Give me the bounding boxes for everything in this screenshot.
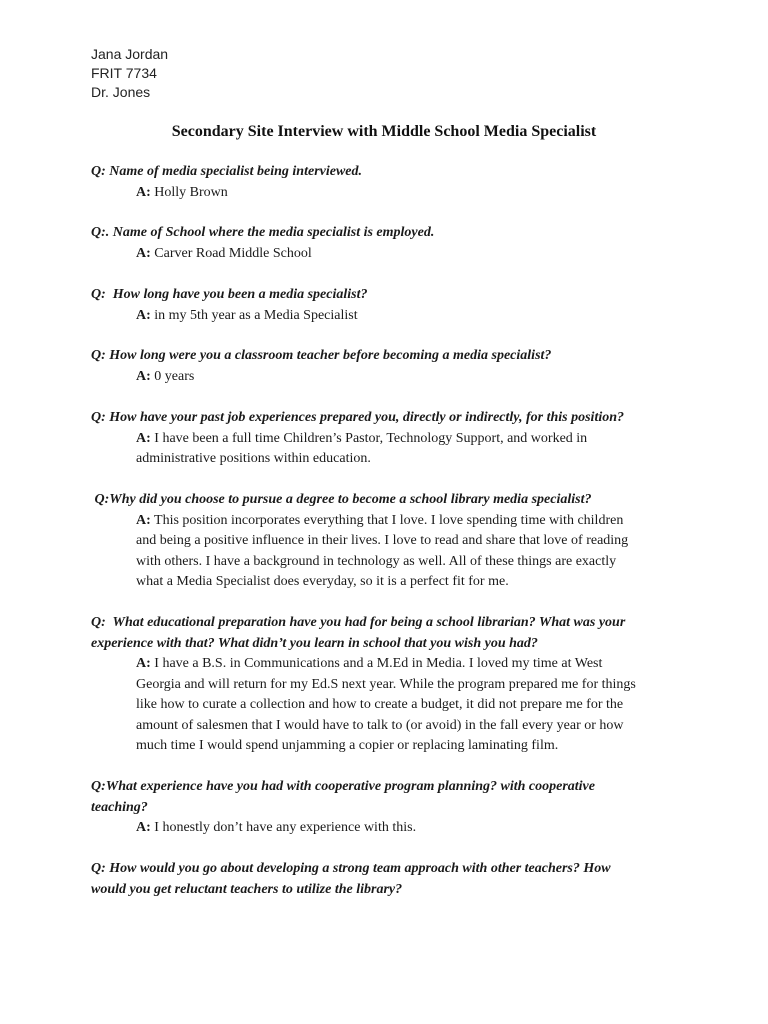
answer-label: A: <box>136 430 151 446</box>
answer-label: A: <box>136 307 151 323</box>
answer <box>91 244 691 265</box>
answer-line: in my 5th year as a Media Specialist <box>154 307 358 323</box>
answer-line: Holly Brown <box>154 184 228 200</box>
answer-label: A: <box>136 820 151 835</box>
question-line: Q: How have your past job experiences prepared you, directly or indirectly, for this position? <box>91 410 625 425</box>
answer-line: what a Media Specialist does everyday, so it is a perfect fit for me. <box>136 574 509 589</box>
question-line: would you get reluctant teachers to utilize the library? <box>91 881 403 897</box>
course-code: FRIT 7734 <box>91 65 157 81</box>
qa-block-6 <box>91 490 691 593</box>
question-line: Q:Why did you choose to pursue a degree to become a school library media specialist? <box>91 492 592 507</box>
answer <box>91 429 691 470</box>
instructor-name: Dr. Jones <box>91 84 151 100</box>
answer-label: A: <box>136 245 151 261</box>
answer-label: A: <box>136 656 151 671</box>
answer <box>91 511 691 593</box>
answer-line: Georgia and will return for my Ed.S next year. While the program prepared me for things <box>136 676 636 692</box>
question-line: teaching? <box>91 799 148 815</box>
answer-line: with others. I have a background in technology as well. All of these things are exactly <box>136 553 617 569</box>
author-name: Jana Jordan <box>91 46 169 62</box>
answer-line: This position incorporates everything that I love. I love spending time with children <box>154 512 624 528</box>
qa-block-8 <box>91 777 691 839</box>
qa-block-4 <box>91 346 691 387</box>
answer-line: much time I would spend unjamming a copier or replacing laminating film. <box>136 738 559 753</box>
answer <box>91 306 691 327</box>
question-line: Q: How long have you been a media specialist? <box>91 287 368 302</box>
question-line: Q: What educational preparation have you had for being a school librarian? What was your <box>91 615 626 630</box>
answer-line: like how to curate a collection and how to create a budget, it did not prepare me for the <box>136 697 624 712</box>
question-line: experience with that? What didn’t you learn in school that you wish you had? <box>91 635 538 651</box>
qa-block-7 <box>91 613 691 757</box>
answer-line: administrative positions within education. <box>136 451 371 466</box>
answer-line: I honestly don’t have any experience with this. <box>154 820 417 835</box>
answer-label: A: <box>136 184 151 200</box>
answer-label: A: <box>136 368 151 384</box>
answer-label: A: <box>136 512 151 528</box>
answer-line: and being a positive influence in their lives. I love to read and share that love of reading <box>136 533 629 548</box>
question-line: Q:What experience have you had with cooperative program planning? with cooperative <box>91 779 595 794</box>
qa-block-9 <box>91 859 691 900</box>
answer <box>91 818 691 839</box>
question-line: Q: How would you go about developing a strong team approach with other teachers? How <box>91 861 611 876</box>
answer-line: I have been a full time Children’s Pastor, Technology Support, and worked in <box>154 430 588 446</box>
answer-line: 0 years <box>154 368 195 384</box>
document-title: Secondary Site Interview with Middle School Media Specialist <box>171 123 597 140</box>
question-line: Q: How long were you a classroom teacher before becoming a media specialist? <box>91 348 552 363</box>
answer <box>91 367 691 388</box>
answer <box>91 183 691 204</box>
qa-block-1 <box>91 162 691 203</box>
qa-block-5 <box>91 408 691 470</box>
answer-line: amount of salesmen that I would have to talk to (or avoid) in the fall every year or how <box>136 717 624 733</box>
answer-line: I have a B.S. in Communications and a M.Ed in Media. I loved my time at West <box>154 656 603 671</box>
question-line: Q: Name of media specialist being interviewed. <box>91 164 363 179</box>
author-header <box>91 45 168 102</box>
question-line: Q:. Name of School where the media specialist is employed. <box>91 225 435 240</box>
qa-block-2 <box>91 223 691 264</box>
answer <box>91 654 691 757</box>
qa-block-3 <box>91 285 691 326</box>
answer-line: Carver Road Middle School <box>154 245 312 261</box>
